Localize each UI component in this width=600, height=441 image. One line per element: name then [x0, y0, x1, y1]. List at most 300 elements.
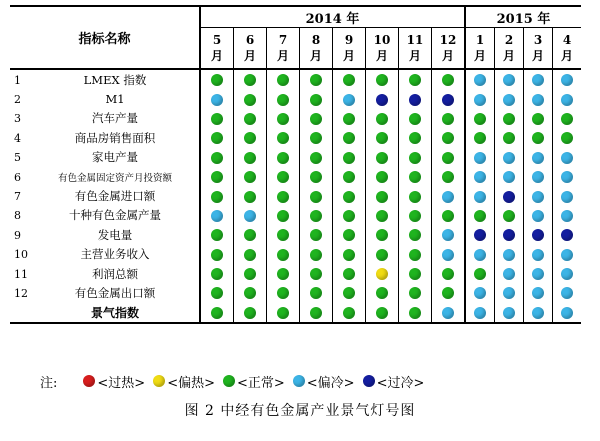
signal-cell	[399, 206, 432, 225]
signal-dot-cool	[474, 171, 486, 183]
signal-dot-cool	[474, 94, 486, 106]
indicator-row	[10, 245, 581, 264]
signal-cell	[333, 186, 366, 205]
signal-cell	[432, 69, 466, 89]
signal-dot-normal	[277, 307, 289, 319]
signal-cell	[234, 186, 267, 205]
signal-dot-cool	[532, 307, 544, 319]
signal-cell	[333, 69, 366, 89]
signal-cell	[234, 264, 267, 283]
row-index: 8	[14, 209, 21, 223]
signal-dot-normal	[503, 132, 515, 144]
legend-dot-cool	[293, 375, 305, 387]
legend-dot-normal	[223, 375, 235, 387]
indicator-row	[10, 109, 581, 128]
signal-cell	[300, 264, 333, 283]
signal-dot-normal	[376, 152, 388, 164]
signal-cell	[300, 128, 333, 147]
signal-cell	[300, 245, 333, 264]
indicator-name: M1	[105, 92, 125, 107]
signal-cell	[200, 89, 234, 108]
signal-cell	[200, 109, 234, 128]
signal-cell	[300, 148, 333, 167]
signal-dot-cool	[561, 152, 573, 164]
signal-cell	[432, 186, 466, 205]
legend-label: <正常>	[236, 375, 285, 391]
signal-cell	[366, 89, 399, 108]
signal-dot-normal	[277, 191, 289, 203]
signal-cell	[200, 283, 234, 302]
signal-cell	[432, 225, 466, 244]
indicator-name: LMEX 指数	[83, 72, 147, 87]
signal-cell	[300, 283, 333, 302]
signal-dot-cool	[503, 307, 515, 319]
indicator-row	[10, 264, 581, 283]
signal-dot-normal	[310, 229, 322, 241]
signal-dot-cold	[409, 94, 421, 106]
signal-dot-normal	[310, 171, 322, 183]
signal-cell	[333, 303, 366, 323]
signal-cell	[432, 148, 466, 167]
signal-dot-normal	[211, 171, 223, 183]
signal-dot-cool	[474, 307, 486, 319]
signal-cell	[432, 264, 466, 283]
signal-dot-normal	[442, 268, 454, 280]
signal-cell	[495, 128, 524, 147]
signal-dot-normal	[409, 249, 421, 261]
indicator-name-header: 指标名称	[10, 6, 200, 69]
indicator-label-cell	[10, 69, 200, 89]
signal-cell	[399, 186, 432, 205]
signal-dot-normal	[409, 307, 421, 319]
legend-dot-hot	[83, 375, 95, 387]
indicator-label-cell	[10, 225, 200, 244]
signal-dot-normal	[277, 94, 289, 106]
signal-cell	[234, 167, 267, 186]
signal-cell	[366, 206, 399, 225]
signal-dot-normal	[310, 287, 322, 299]
signal-cell	[432, 206, 466, 225]
signal-cell	[234, 109, 267, 128]
figure-caption: 图 2 中经有色金属产业景气灯号图	[184, 403, 416, 419]
signal-cell	[495, 89, 524, 108]
signal-dot-normal	[211, 287, 223, 299]
indicator-row	[10, 225, 581, 244]
signal-dot-normal	[211, 268, 223, 280]
indicator-row	[10, 89, 581, 108]
signal-dot-normal	[409, 132, 421, 144]
signal-cell	[200, 206, 234, 225]
row-index: 10	[14, 248, 28, 262]
month-header: 8 月	[300, 28, 333, 70]
signal-dot-cool	[442, 229, 454, 241]
signal-dot-normal	[310, 307, 322, 319]
signal-cell	[524, 206, 553, 225]
signal-cell	[553, 264, 582, 283]
signal-cell	[267, 167, 300, 186]
signal-cell	[267, 225, 300, 244]
signal-dot-cool	[532, 74, 544, 86]
signal-cell	[524, 69, 553, 89]
signal-cell	[495, 167, 524, 186]
signal-cell	[399, 148, 432, 167]
indicator-row	[10, 69, 581, 89]
signal-dot-normal	[442, 113, 454, 125]
signal-cell	[465, 225, 495, 244]
signal-dot-normal	[310, 132, 322, 144]
signal-cell	[524, 245, 553, 264]
signal-cell	[267, 186, 300, 205]
signal-dot-normal	[244, 94, 256, 106]
signal-cell	[524, 167, 553, 186]
signal-dot-normal	[376, 74, 388, 86]
indicator-label-cell	[10, 283, 200, 302]
signal-dot-normal	[442, 171, 454, 183]
signal-dot-normal	[343, 210, 355, 222]
legend-label: <过热>	[97, 375, 146, 391]
signal-dot-normal	[561, 113, 573, 125]
signal-cell	[524, 264, 553, 283]
legend-item	[363, 372, 425, 391]
indicator-label-cell	[10, 245, 200, 264]
month-header: 11 月	[399, 28, 432, 70]
indicator-label-cell	[10, 148, 200, 167]
indicator-label-cell	[10, 89, 200, 108]
signal-dot-cool	[442, 249, 454, 261]
signal-dot-normal	[409, 152, 421, 164]
signal-cell	[200, 245, 234, 264]
year-header: 2015 年	[465, 6, 581, 28]
indicator-label-cell	[10, 167, 200, 186]
signal-dot-normal	[409, 74, 421, 86]
signal-dot-normal	[376, 171, 388, 183]
signal-dot-normal	[211, 113, 223, 125]
signal-dot-normal	[310, 268, 322, 280]
signal-cell	[399, 89, 432, 108]
signal-dot-normal	[310, 210, 322, 222]
month-header: 6 月	[234, 28, 267, 70]
signal-dot-cool	[503, 74, 515, 86]
signal-cell	[465, 264, 495, 283]
signal-dot-cool	[442, 191, 454, 203]
signal-dot-normal	[343, 229, 355, 241]
signal-dot-cool	[211, 94, 223, 106]
signal-cell	[495, 303, 524, 323]
signal-cell	[432, 128, 466, 147]
month-header: 10 月	[366, 28, 399, 70]
signal-dot-cold	[503, 191, 515, 203]
signal-dot-normal	[277, 268, 289, 280]
signal-dot-normal	[244, 229, 256, 241]
indicator-row	[10, 206, 581, 225]
signal-cell	[553, 245, 582, 264]
signal-dot-cool	[561, 191, 573, 203]
signal-dot-normal	[310, 113, 322, 125]
month-header: 12 月	[432, 28, 466, 70]
signal-dot-normal	[343, 249, 355, 261]
signal-dot-cold	[503, 229, 515, 241]
signal-dot-normal	[442, 152, 454, 164]
signal-dot-normal	[343, 268, 355, 280]
signal-cell	[553, 283, 582, 302]
signal-dot-normal	[244, 307, 256, 319]
signal-dot-normal	[310, 249, 322, 261]
signal-dot-normal	[310, 74, 322, 86]
signal-table	[10, 5, 581, 324]
signal-dot-cool	[503, 287, 515, 299]
indicator-label-cell	[10, 109, 200, 128]
indicator-label-cell	[10, 128, 200, 147]
signal-cell	[524, 186, 553, 205]
signal-cell	[333, 109, 366, 128]
signal-cell	[300, 186, 333, 205]
signal-cell	[200, 225, 234, 244]
row-index: 1	[14, 73, 21, 87]
signal-cell	[234, 69, 267, 89]
signal-cell	[333, 245, 366, 264]
signal-cell	[399, 109, 432, 128]
signal-cell	[300, 89, 333, 108]
signal-dot-normal	[409, 113, 421, 125]
signal-dot-normal	[277, 113, 289, 125]
signal-cell	[234, 283, 267, 302]
signal-cell	[465, 89, 495, 108]
signal-cell	[200, 128, 234, 147]
signal-dot-normal	[442, 132, 454, 144]
signal-dot-normal	[561, 132, 573, 144]
signal-cell	[399, 225, 432, 244]
signal-dot-cool	[561, 307, 573, 319]
indicator-row	[10, 283, 581, 302]
signal-dot-normal	[211, 307, 223, 319]
signal-dot-cool	[561, 74, 573, 86]
signal-cell	[495, 109, 524, 128]
signal-cell	[432, 109, 466, 128]
signal-cell	[366, 148, 399, 167]
signal-cell	[300, 69, 333, 89]
signal-dot-cool	[532, 249, 544, 261]
signal-dot-cool	[343, 94, 355, 106]
signal-dot-normal	[343, 74, 355, 86]
signal-dot-cool	[561, 287, 573, 299]
signal-dot-cold	[376, 94, 388, 106]
signal-dot-normal	[409, 287, 421, 299]
signal-cell	[366, 186, 399, 205]
indicator-row	[10, 303, 581, 323]
signal-dot-normal	[277, 74, 289, 86]
signal-dot-cool	[474, 152, 486, 164]
signal-dot-cold	[561, 229, 573, 241]
signal-cell	[399, 167, 432, 186]
signal-dot-normal	[474, 210, 486, 222]
signal-dot-cool	[532, 171, 544, 183]
signal-cell	[553, 206, 582, 225]
month-header: 9 月	[333, 28, 366, 70]
signal-dot-normal	[442, 74, 454, 86]
signal-dot-normal	[503, 113, 515, 125]
indicator-label-cell	[10, 186, 200, 205]
signal-dot-normal	[310, 191, 322, 203]
signal-cell	[366, 128, 399, 147]
row-index: 3	[14, 112, 21, 126]
signal-cell	[267, 109, 300, 128]
legend	[40, 370, 432, 392]
signal-dot-normal	[211, 249, 223, 261]
indicator-name: 景气指数	[90, 305, 139, 320]
signal-dot-normal	[442, 210, 454, 222]
signal-dot-normal	[244, 113, 256, 125]
signal-cell	[234, 303, 267, 323]
signal-dot-normal	[503, 210, 515, 222]
signal-cell	[399, 69, 432, 89]
signal-dot-cool	[503, 94, 515, 106]
signal-dot-cool	[503, 171, 515, 183]
signal-cell	[366, 225, 399, 244]
signal-cell	[553, 148, 582, 167]
signal-dot-normal	[409, 191, 421, 203]
signal-dot-cold	[442, 94, 454, 106]
signal-cell	[465, 206, 495, 225]
signal-dot-cool	[532, 152, 544, 164]
legend-title: 注:	[40, 375, 58, 391]
legend-label: <偏热>	[167, 375, 215, 391]
signal-dot-normal	[211, 132, 223, 144]
signal-dot-normal	[474, 113, 486, 125]
signal-dot-normal	[244, 171, 256, 183]
indicator-label-cell	[10, 206, 200, 225]
row-index: 6	[14, 170, 21, 184]
signal-cell	[432, 245, 466, 264]
signal-cell	[267, 128, 300, 147]
signal-dot-normal	[343, 287, 355, 299]
indicator-name: 有色金属固定资产月投资额	[57, 172, 172, 184]
indicator-name: 主营业务收入	[80, 247, 150, 262]
signal-cell	[399, 128, 432, 147]
signal-dot-normal	[343, 171, 355, 183]
signal-cell	[553, 186, 582, 205]
signal-cell	[465, 283, 495, 302]
signal-dot-normal	[310, 152, 322, 164]
signal-cell	[524, 109, 553, 128]
signal-dot-warm	[376, 268, 388, 280]
signal-dot-normal	[277, 152, 289, 164]
signal-cell	[524, 148, 553, 167]
signal-cell	[553, 89, 582, 108]
signal-dot-cool	[561, 249, 573, 261]
signal-cell	[495, 245, 524, 264]
row-index: 12	[14, 286, 28, 300]
signal-dot-cool	[503, 152, 515, 164]
signal-cell	[495, 148, 524, 167]
signal-cell	[267, 148, 300, 167]
signal-cell	[366, 264, 399, 283]
signal-cell	[366, 283, 399, 302]
signal-dot-cool	[532, 268, 544, 280]
year-header: 2014 年	[200, 6, 465, 28]
signal-dot-normal	[277, 210, 289, 222]
signal-dot-normal	[343, 132, 355, 144]
signal-dot-normal	[376, 229, 388, 241]
indicator-name: 汽车产量	[92, 111, 138, 126]
indicator-label-cell	[10, 303, 200, 323]
month-header: 5 月	[200, 28, 234, 70]
signal-cell	[267, 283, 300, 302]
signal-cell	[465, 303, 495, 323]
signal-cell	[267, 206, 300, 225]
row-index: 4	[14, 131, 21, 145]
row-index: 2	[14, 93, 21, 107]
signal-dot-normal	[532, 132, 544, 144]
signal-cell	[200, 264, 234, 283]
signal-dot-normal	[376, 249, 388, 261]
signal-dot-normal	[310, 94, 322, 106]
indicator-row	[10, 186, 581, 205]
signal-dot-normal	[409, 210, 421, 222]
signal-cell	[553, 225, 582, 244]
legend-item	[223, 372, 285, 391]
signal-cell	[524, 283, 553, 302]
signal-dot-normal	[343, 307, 355, 319]
signal-cell	[333, 206, 366, 225]
signal-cell	[495, 186, 524, 205]
table-body	[10, 69, 581, 323]
indicator-name: 有色金属出口额	[74, 285, 156, 300]
signal-dot-cool	[442, 307, 454, 319]
signal-cell	[495, 225, 524, 244]
signal-dot-cool	[474, 249, 486, 261]
signal-dot-normal	[376, 210, 388, 222]
signal-dot-normal	[343, 191, 355, 203]
signal-dot-normal	[244, 287, 256, 299]
signal-dot-normal	[244, 74, 256, 86]
indicator-label-cell	[10, 264, 200, 283]
signal-cell	[366, 69, 399, 89]
signal-dot-normal	[474, 132, 486, 144]
legend-item	[153, 372, 215, 391]
legend-item	[293, 372, 355, 391]
indicator-name: 利润总额	[92, 266, 138, 281]
month-header: 3 月	[524, 28, 553, 70]
signal-dot-normal	[211, 191, 223, 203]
signal-cell	[200, 186, 234, 205]
signal-cell	[553, 128, 582, 147]
signal-dot-normal	[376, 191, 388, 203]
signal-cell	[200, 167, 234, 186]
indicator-name: 家电产量	[92, 150, 138, 165]
signal-cell	[553, 167, 582, 186]
signal-dot-normal	[376, 307, 388, 319]
signal-dot-cool	[474, 287, 486, 299]
signal-cell	[200, 69, 234, 89]
signal-cell	[333, 225, 366, 244]
row-index: 11	[14, 267, 28, 281]
signal-cell	[366, 109, 399, 128]
indicator-name: 有色金属进口额	[74, 189, 156, 204]
legend-label: <过冷>	[376, 375, 425, 391]
signal-cell	[234, 148, 267, 167]
signal-cell	[333, 167, 366, 186]
signal-dot-cool	[474, 74, 486, 86]
signal-cell	[465, 245, 495, 264]
signal-dot-normal	[343, 113, 355, 125]
signal-dot-cool	[532, 210, 544, 222]
signal-dot-normal	[244, 249, 256, 261]
signal-dot-normal	[277, 287, 289, 299]
signal-dot-normal	[211, 152, 223, 164]
indicator-name: 商品房销售面积	[74, 130, 156, 145]
signal-dot-normal	[211, 229, 223, 241]
signal-dot-cool	[503, 249, 515, 261]
